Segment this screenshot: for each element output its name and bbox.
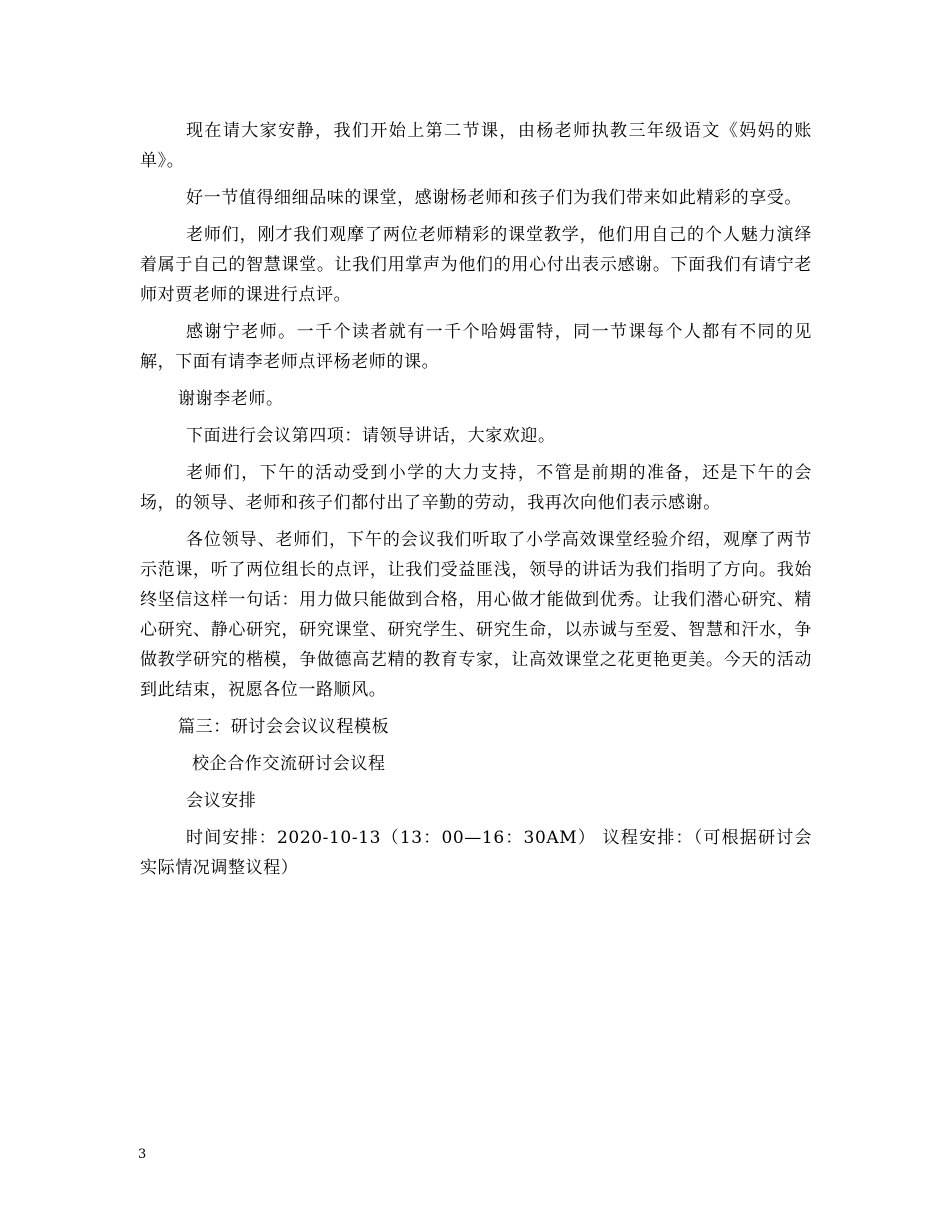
meeting-arrangement-heading: 会议安排	[186, 791, 257, 811]
paragraph-second-lesson: 现在请大家安静，我们开始上第二节课，由杨老师执教三年级语文《妈妈的账单》。	[140, 121, 812, 171]
paragraph-thanks-li: 谢谢李老师。	[178, 389, 284, 409]
paragraph-thanks-ning: 感谢宁老师。一千个读者就有一千个哈姆雷特，同一节课每个人都有不同的见解，下面有请李老师点评杨老师的课。	[140, 322, 812, 372]
body-text	[140, 116, 812, 890]
agenda-title: 校企合作交流研讨会议程	[192, 754, 386, 774]
paragraph-thanks-yang: 好一节值得细细品味的课堂，感谢杨老师和孩子们为我们带来如此精彩的享受。	[186, 188, 802, 208]
paragraph-support: 老师们，下午的活动受到小学的大力支持，不管是前期的准备，还是下午的会场，的领导、老师和孩子们都付出了辛勤的劳动，我再次向他们表示感谢。	[140, 463, 812, 513]
schedule-paragraph: 时间安排：2020-10-13（13：00—16：30AM） 议程安排：（可根据研讨会实际情况调整议程）	[140, 828, 812, 878]
paragraph-closing: 各位领导、老师们，下午的会议我们听取了小学高效课堂经验介绍，观摩了两节示范课，听了两位组长的点评，让我们受益匪浅，领导的讲话为我们指明了方向。我始终坚信这样一句话：用力做只能做到合格，用心做才能做到优秀。让我们潜心研究、精心研究、静心研究，研究课堂、研究学生、研究生命，以赤诚与至爱、智慧和汗水，争做教学研究的楷模，争做德高艺精的教育专家，让高效课堂之花更艳更美。今天的活动到此结束，祝愿各位一路顺风。	[140, 530, 812, 700]
page-number: 3	[138, 1147, 147, 1162]
paragraph-agenda-item-four: 下面进行会议第四项：请领导讲话，大家欢迎。	[186, 426, 556, 446]
section-heading: 篇三：研讨会会议议程模板	[178, 717, 390, 737]
paragraph-observation: 老师们，刚才我们观摩了两位老师精彩的课堂教学，他们用自己的个人魅力演绎着属于自己的智慧课堂。让我们用掌声为他们的用心付出表示感谢。下面我们有请宁老师对贾老师的课进行点评。	[140, 225, 812, 305]
